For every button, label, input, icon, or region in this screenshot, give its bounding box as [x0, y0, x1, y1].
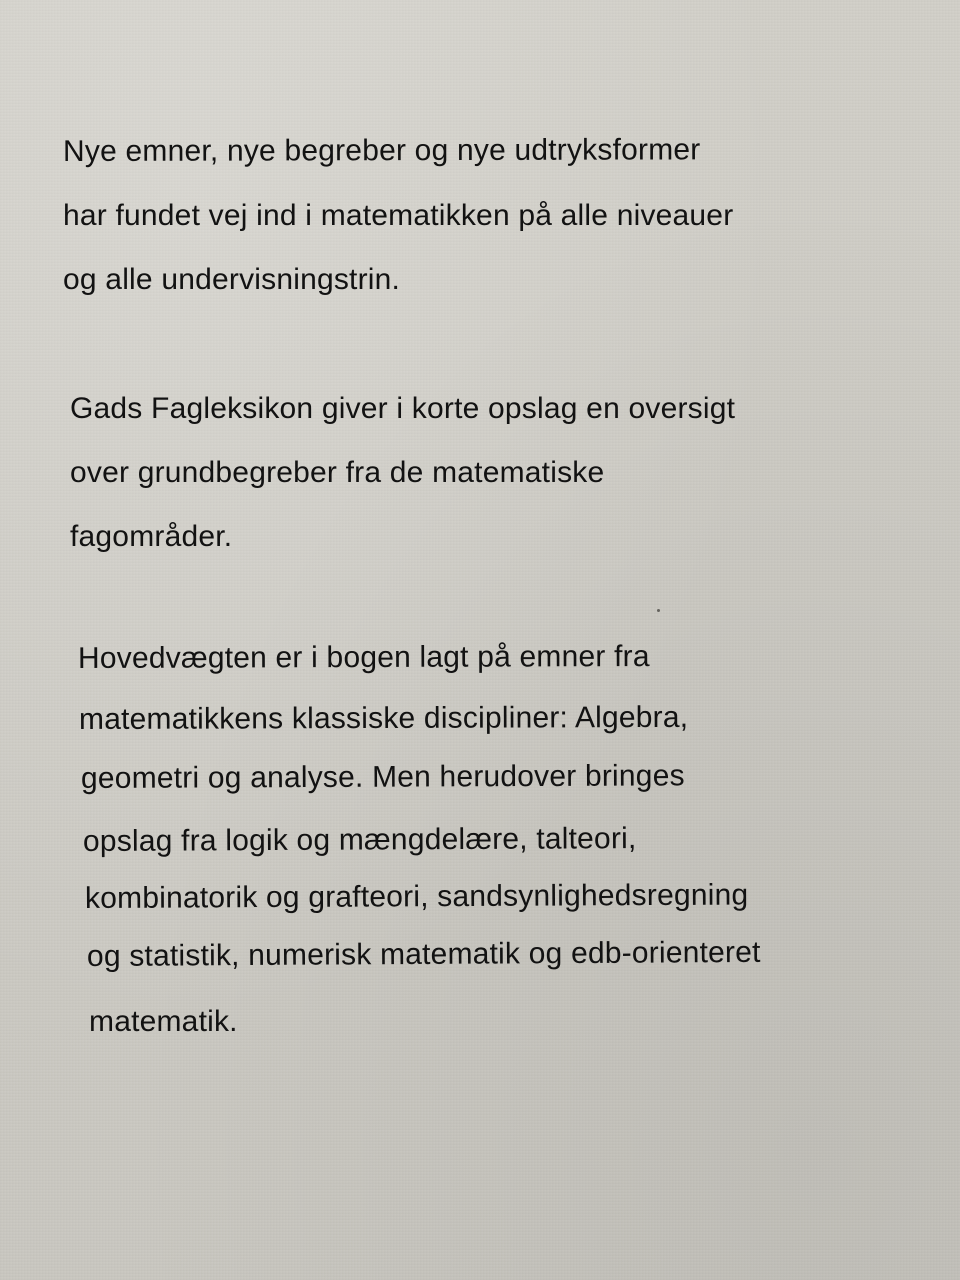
text-line: og alle undervisningstrin.	[63, 263, 401, 296]
text-line: og statistik, numerisk matematik og edb-orienteret	[86, 935, 761, 973]
text-line: har fundet vej ind i matematikken på alle niveauer	[63, 199, 734, 232]
text-line: fagområder.	[70, 520, 233, 553]
text-line: Gads Fagleksikon giver i korte opslag en oversigt	[70, 392, 736, 425]
text-line: matematik.	[89, 1005, 238, 1038]
text-line: kombinatorik og grafteori, sandsynlighedsregning	[84, 878, 749, 915]
paper-speck	[657, 609, 660, 612]
text-line: Nye emner, nye begreber og nye udtryksformer	[62, 133, 701, 168]
text-line: Hovedvægten er i bogen lagt på emner fra	[77, 640, 650, 675]
text-line: geometri og analyse. Men herudover bringes	[80, 759, 685, 795]
text-line: matematikkens klassiske discipliner: Algebra,	[78, 700, 689, 736]
text-line: over grundbegreber fra de matematiske	[70, 456, 605, 489]
text-line: opslag fra logik og mængdelære, talteori,	[82, 822, 637, 858]
